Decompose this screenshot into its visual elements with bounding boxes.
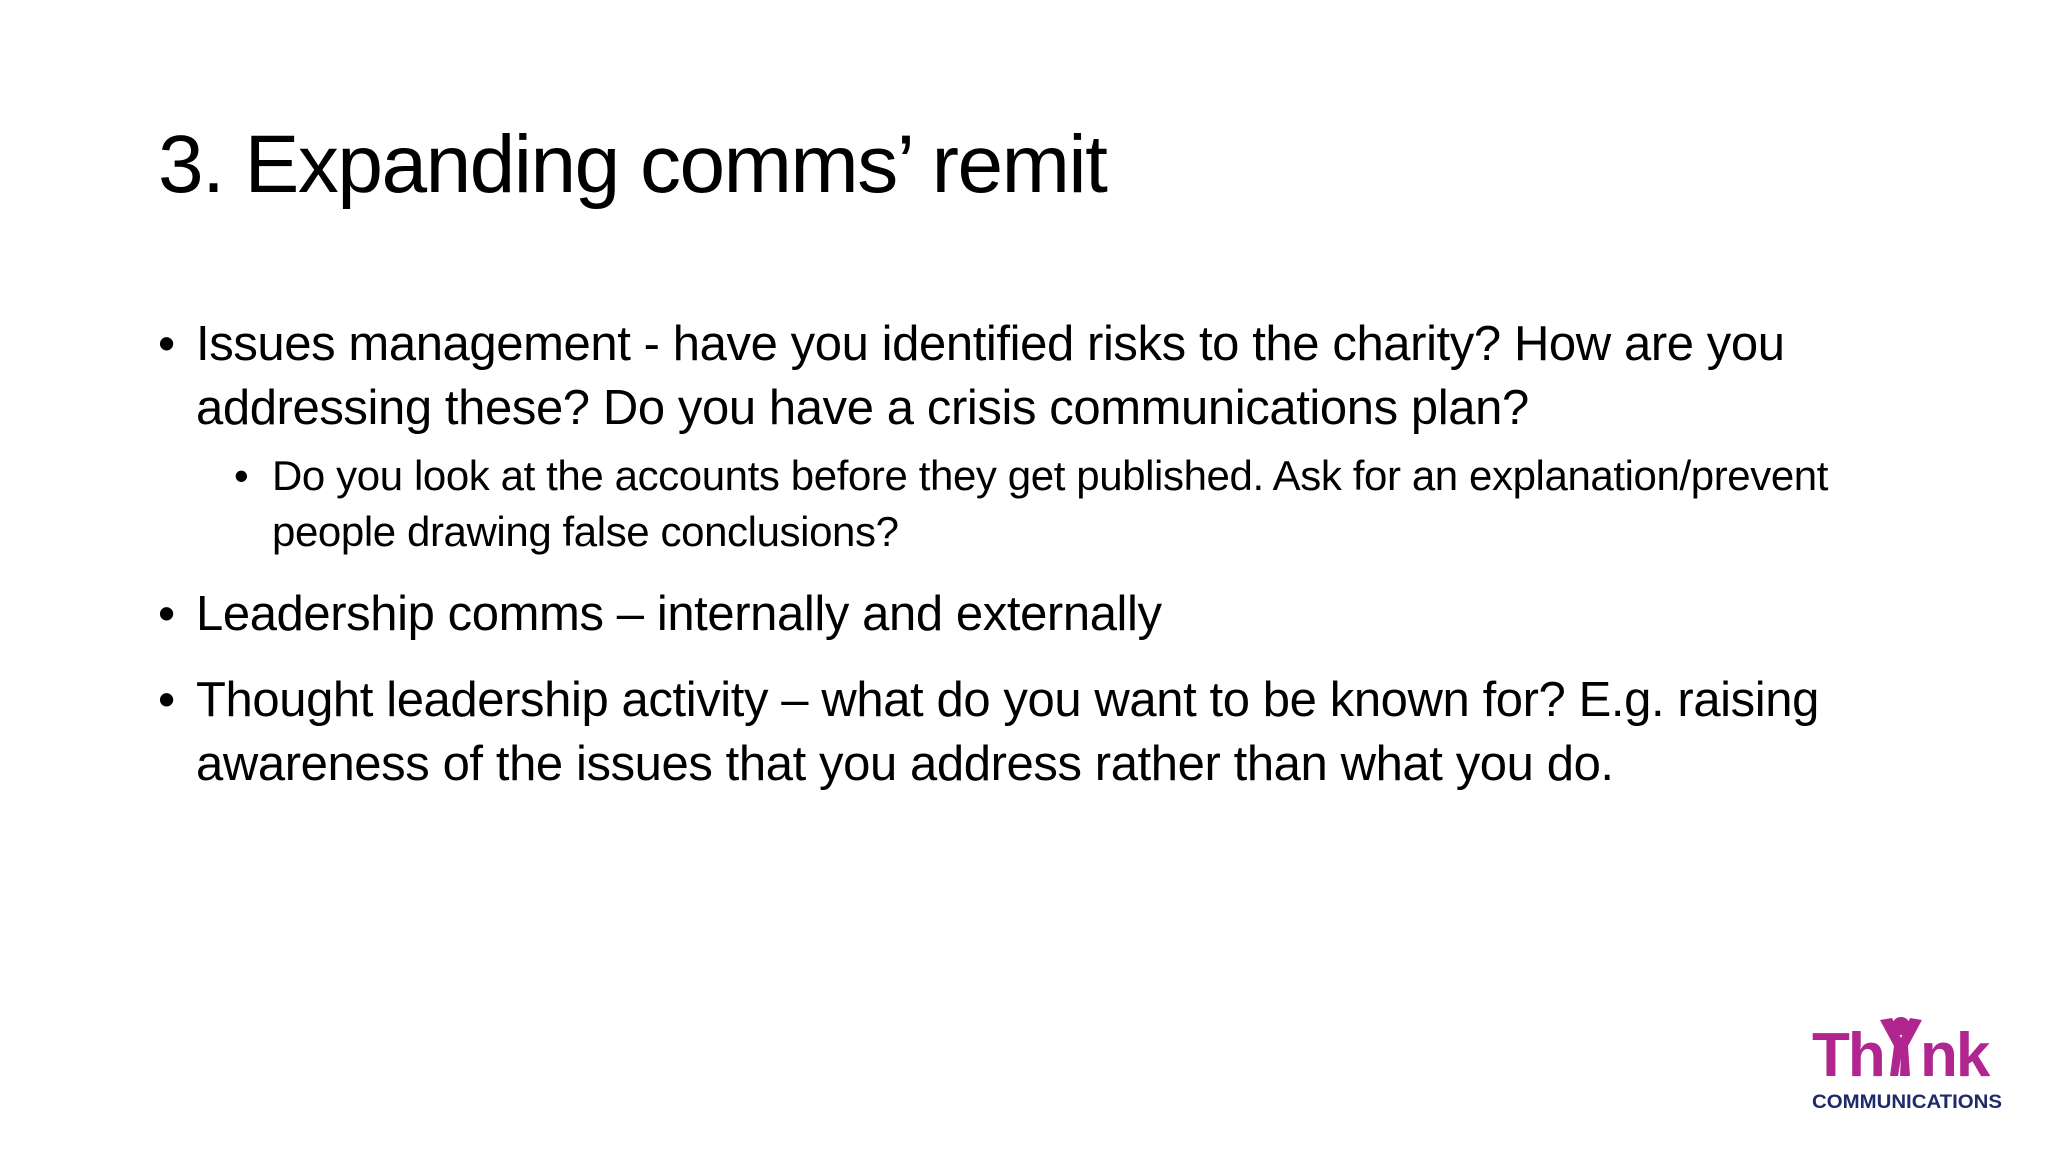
sub-bullet-list [234,448,1918,560]
bullet-item-issues-management [158,312,1918,560]
sub-bullet-text: Do you look at the accounts before they get published. Ask for an explanation/prevent people drawing false conclusions? [272,452,1829,555]
bullet-marker: • [158,587,175,641]
sub-bullet-item-accounts [234,448,1918,560]
bullet-list [158,312,1918,818]
bullet-marker: • [158,673,175,727]
logo-tagline: COMMUNICATIONS [1812,1092,2002,1113]
bullet-marker: • [158,317,175,371]
bullet-text: Issues management - have you identified risks to the charity? How are you addressing these? Do you have a crisis communications plan? [196,317,1785,435]
logo-word-prefix: Th [1812,1021,1884,1090]
bullet-item-leadership-comms [158,582,1918,646]
bullet-item-thought-leadership [158,668,1918,796]
sub-bullet-marker: • [234,452,249,499]
logo-word-suffix: nk [1920,1021,1989,1090]
bullet-text: Leadership comms – internally and externally [196,587,1162,641]
person-icon [1880,1017,1922,1076]
slide-title: 3. Expanding comms’ remit [158,119,1107,210]
think-communications-logo [1810,1008,2010,1120]
logo-wordmark [1812,1017,1991,1090]
bullet-text: Thought leadership activity – what do you want to be known for? E.g. raising awareness of the issues that you address rather than what you do. [196,673,1819,791]
